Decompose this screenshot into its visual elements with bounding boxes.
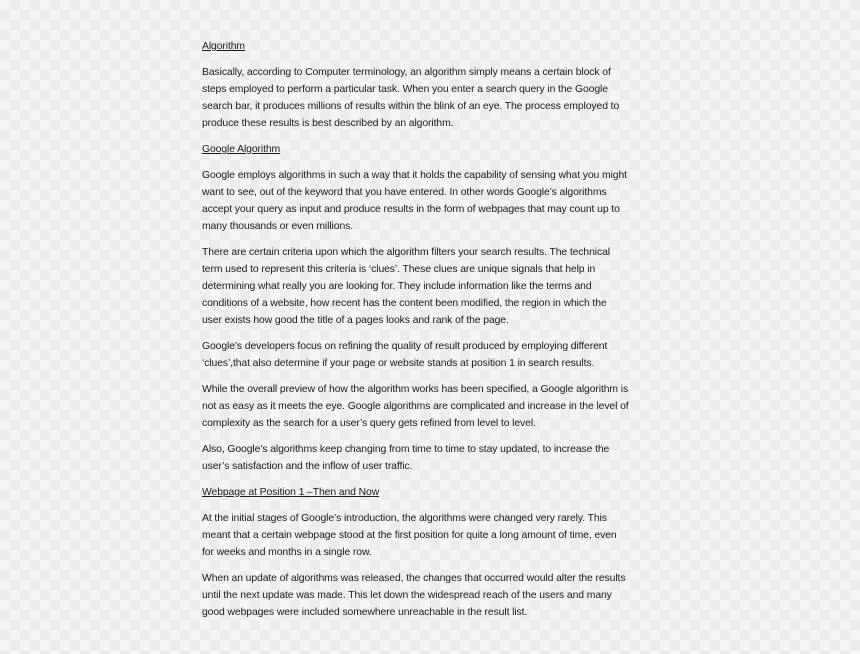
text-line: Google’s developers focus on refining the quality of result produced by employing different bbox=[202, 341, 608, 352]
paragraph-developers bbox=[202, 338, 662, 372]
text-line: There are certain criteria upon which the algorithm filters your search results. The technical bbox=[202, 247, 610, 258]
text-line: good webpages were included somewhere unreachable in the result list. bbox=[202, 607, 528, 618]
text-line: many thousands or even millions. bbox=[202, 221, 354, 232]
text-line: complexity as the search for a user’s query gets refined from level to level. bbox=[202, 418, 536, 429]
text-line: not as easy as it meets the eye. Google algorithms are complicated and increase in the level of bbox=[202, 401, 629, 412]
paragraph-clues bbox=[202, 244, 662, 329]
paragraph-complexity bbox=[202, 381, 662, 432]
text-line: Basically, according to Computer terminology, an algorithm simply means a certain block of bbox=[202, 67, 611, 78]
text-line: steps employed to perform a particular task. When you enter a search query in the Google bbox=[202, 84, 608, 95]
text-line: want to see, out of the keyword that you have entered. In other words Google’s algorithms bbox=[202, 187, 607, 198]
text-line: At the initial stages of Google’s introduction, the algorithms were changed very rarely. This bbox=[202, 513, 607, 524]
text-line: Google employs algorithms in such a way that it holds the capability of sensing what you might bbox=[202, 170, 627, 181]
text-line: determining what really you are looking for. They include information like the terms and bbox=[202, 281, 592, 292]
text-line: accept your query as input and produce results in the form of webpages that may count up to bbox=[202, 204, 620, 215]
text-line: for weeks and months in a single row. bbox=[202, 547, 372, 558]
paragraph-google-employs bbox=[202, 167, 662, 235]
heading-google-algorithm: Google Algorithm bbox=[202, 144, 281, 155]
text-line: meant that a certain webpage stood at the first position for quite a long amount of time, even bbox=[202, 530, 617, 541]
heading-webpage-position: Webpage at Position 1 –Then and Now bbox=[202, 487, 380, 498]
text-line: When an update of algorithms was released, the changes that occurred would alter the results bbox=[202, 573, 626, 584]
heading-algorithm: Algorithm bbox=[202, 41, 245, 52]
text-line: search bar, it produces millions of results within the blink of an eye. The process employed to bbox=[202, 101, 620, 112]
text-line: user exists how good the title of a pages looks and rank of the page. bbox=[202, 315, 509, 326]
text-line: While the overall preview of how the algorithm works has been specified, a Google algorithm is bbox=[202, 384, 629, 395]
paragraph-initial-stages bbox=[202, 510, 662, 561]
paragraph-definition bbox=[202, 64, 662, 132]
text-line: term used to represent this criteria is ‘clues’. These clues are unique signals that help in bbox=[202, 264, 596, 275]
text-line: user’s satisfaction and the inflow of user traffic. bbox=[202, 461, 413, 472]
document-page bbox=[202, 38, 662, 630]
text-line: until the next update was made. This let down the widespread reach of the users and many bbox=[202, 590, 612, 601]
paragraph-changing bbox=[202, 441, 662, 475]
text-line: produce these results is best described by an algorithm. bbox=[202, 118, 454, 129]
text-line: Also, Google’s algorithms keep changing from time to time to stay updated, to increase the bbox=[202, 444, 610, 455]
text-line: conditions of a website, how recent has the content been modified, the region in which the bbox=[202, 298, 607, 309]
text-line: ‘clues’,that also determine if your page or website stands at position 1 in search results. bbox=[202, 358, 595, 369]
paragraph-update bbox=[202, 570, 662, 621]
